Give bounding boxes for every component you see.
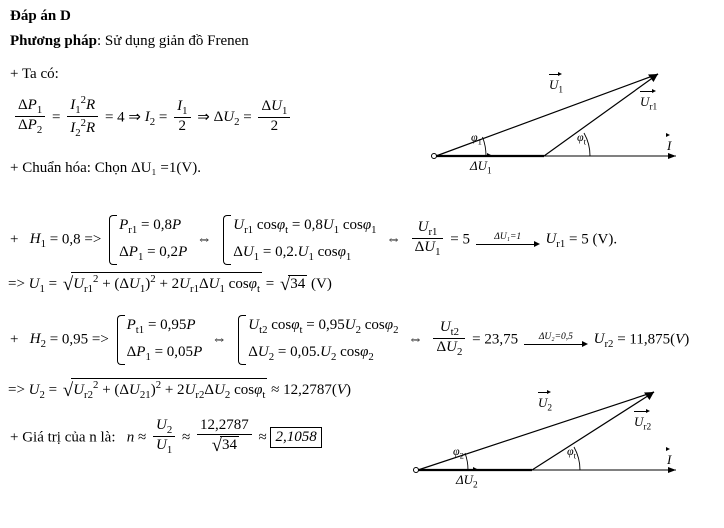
label-delta-u2: $\Delta U_2$ (456, 472, 478, 491)
u2-sqrt: $√U_{r2}^2 + (\Delta U_{21})^2 + 2U_{r2}\Delta U_2$ cosφ$_t$ (62, 379, 266, 401)
equation-u1: => $U_1 = √U_{r1}^2 + (\Delta U_1)^2 + 2U_{r1}\Delta U_1$ cosφ$_t$ = √34 (V) (8, 273, 332, 295)
h2-ratio: $\frac{U_{t2}}{\Delta U_2}$ (433, 319, 465, 359)
h1-arrow (476, 232, 540, 248)
method-line (10, 33, 249, 50)
u1-sqrt: $√U_{r1}^2 + (\Delta U_1)^2 + 2U_{r1}\Delta U_1$ cosφ$_t$ (62, 273, 260, 295)
equation-u2: => $U_2 = √U_{r2}^2 + (\Delta U_{21})^2 + 2U_{r2}\Delta U_2$ cosφ$_t$ ≈ 12,2787(V) (8, 379, 352, 401)
n-fraction-1: $\frac{U_2}{U_1}$ (153, 417, 175, 457)
equation-h2: + $H_2 = 0,95$ => $P_{t1} = 0,95P$ $\Delta P_1 = 0,05P$ ⇔ $U_{t2}$ $\cos\varphi_t = 0,95U_2$ cosφ$_2$ $\Delta U_2 = 0,05.U_2$ cosφ$_2$ ⇔ $\frac{U_{t2}}{\Delta U_2}$ = 23,75 ΔU₂=0,5 $U_{r2} = 11,875(V)$ (10, 313, 689, 367)
label-u1: $U_1$ (549, 77, 563, 96)
method-label: Phương pháp (10, 33, 97, 49)
answer-heading: Đáp án D (10, 8, 71, 24)
label-ur2: $U_{r2}$ (634, 414, 651, 433)
h1-ratio: $\frac{U_{r1}}{\Delta U_1}$ (412, 219, 444, 259)
label-phit: $\varphi_t$ (577, 130, 587, 147)
h2-arrow (524, 332, 588, 348)
eq1-i-fraction: $\frac{I_1}{2}$ (174, 98, 190, 136)
label-current-2: I (667, 452, 671, 468)
phasor-diagram-2-svg (404, 370, 704, 500)
h1-system-1: $P_{r1} = 0,8P$ $\Delta P_1 = 0,2P$ (107, 213, 187, 267)
eq1-lhs-fraction: $\frac{\Delta P_1}{\Delta P_2}$ (15, 97, 45, 137)
phasor-diagram-2 (404, 370, 704, 500)
phasor-diagram-1 (424, 62, 714, 177)
eq1-u-fraction: $\frac{\Delta U_1}{2}$ (258, 98, 290, 136)
h2-system-2: $U_{t2}$ $\cos\varphi_t = 0,95U_2$ cosφ$_2$ $\Delta U_2 = 0,05.U_2$ cosφ$_2$ (236, 313, 398, 367)
label-phi2: $\varphi_2$ (453, 444, 464, 461)
h1-arrow-label: ΔU₁=1 (494, 231, 522, 242)
line-giatri-prefix: + Giá trị của n là: (10, 429, 116, 446)
label-delta-u1: $\Delta U_1$ (470, 158, 492, 177)
n-fraction-2: $\frac{12,2787}{√34}$ (197, 417, 252, 457)
u1-sqrt34: √34 (279, 274, 306, 295)
h2-arrow-label: ΔU₂=0,5 (538, 331, 573, 342)
label-current: I (667, 138, 671, 154)
equation-h1: + $H_1 = 0,8$ => $P_{r1} = 0,8P$ $\Delta P_1 = 0,2P$ ⇔ $U_{r1}$ $\cos\varphi_t = 0,8U_1$ cosφ$_1$ $\Delta U_1 = 0,2.U_1$ cosφ$_1$ ⇔ $\frac{U_{r1}}{\Delta U_1}$ = 5 ΔU₁=1 $U_{r1} = 5$ (V). (10, 213, 617, 267)
eq1-rhs-fraction: $\frac{I_1^2R}{I_2^2R}$ (67, 94, 98, 140)
label-phit-2: $\varphi_t$ (567, 444, 577, 461)
equation-1: $\frac{\Delta P_1}{\Delta P_2}$ = $\frac{I_1^2R}{I_2^2R}$ = 4 ⇒ $I_2$ = $\frac{I_1}{2}$ ⇒ $\Delta U_2$ = $\frac{\Delta U_1}{2}$ (12, 95, 293, 141)
method-text: : Sử dụng giản đồ Frenen (96, 33, 249, 49)
label-u2: $U_2$ (538, 395, 552, 414)
line-chuanhoa: + Chuẩn hóa: Chọn ΔU₁ =1(V). (10, 160, 201, 176)
h1-system-2: $U_{r1}$ $\cos\varphi_t = 0,8U_1$ cosφ$_1$ $\Delta U_1 = 0,2.U_1$ cosφ$_1$ (221, 213, 376, 267)
label-ur1: $U_{r1}$ (640, 94, 657, 113)
n-boxed-value: 2,1058 (270, 427, 321, 448)
label-phi1: $\varphi_1$ (471, 130, 482, 147)
h2-system-1: $P_{t1} = 0,95P$ $\Delta P_1 = 0,05P$ (115, 313, 203, 367)
equation-n: + Giá trị của n là: n ≈ $\frac{U_2}{U_1}$ ≈ $\frac{12,2787}{√34}$ ≈ 2,1058 (10, 418, 322, 458)
phasor-diagram-1-svg (424, 62, 714, 177)
line-taco: + Ta có: (10, 66, 59, 82)
